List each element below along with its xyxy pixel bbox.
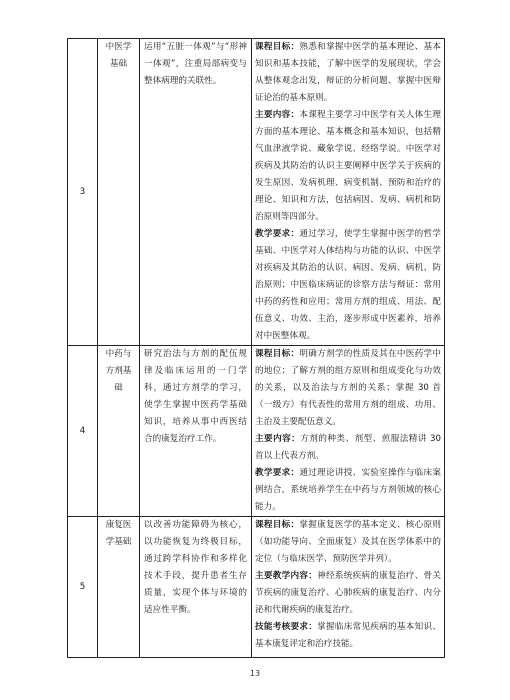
curriculum-table — [67, 38, 445, 658]
course-summary: 研究治法与方剂的配伍规律及临床运用的一门学科，通过方剂学的学习，使学生掌握中医药学基础知识，培养从事中西医结合的康复治疗工作。 — [140, 346, 252, 517]
section-heading: 教学要求： — [255, 229, 300, 239]
course-summary: 运用“五脏一体观”与“形神一体观”，注重局部病变与整体病理的关联性。 — [140, 39, 252, 346]
row-number: 4 — [68, 346, 98, 517]
section-heading: 主要教学内容： — [255, 571, 318, 581]
section-heading: 课程目标： — [255, 520, 300, 530]
course-details — [252, 39, 445, 346]
row-number: 3 — [68, 39, 98, 346]
detail-paragraph — [255, 39, 441, 107]
section-text: 明确方剂学的性质及其在中医药学中的地位；了解方剂的组方原则和组成变化与功效的关系，以及治法与方剂的关系；掌握 30 首（一级方）有代表性的常用方剂的组成、功用、主治及主要配伍意义。 — [255, 349, 441, 427]
section-text: 本课程主要学习中医学有关人体生理方面的基本理论、基本概念和基本知识，包括精气血津液学说、藏象学说、经络学说。中医学对疾病及其防治的认识主要阐释中医学关于疾病的发生原因、发病机理、病变机制、预防和治疗的理论、知识和方法，包括病因、发病、病机和防治原则等四部分。 — [255, 110, 441, 222]
section-text: 方剂的种类、剂型、煎服法精讲 30 首以上代表方剂。 — [255, 434, 441, 461]
row-number: 5 — [68, 517, 98, 658]
section-heading: 主要内容： — [255, 110, 300, 120]
section-text: 熟悉和掌握中医学的基本理论、基本知识和基本技能，了解中医学的发展现状，学会从整体观念出发，辩证的分析问题、掌握中医辩证论治的基本原则。 — [255, 42, 441, 103]
detail-paragraph — [255, 619, 441, 653]
course-name: 中药与方剂基础 — [98, 346, 140, 517]
detail-paragraph — [255, 431, 441, 465]
section-heading: 教学要求： — [255, 468, 300, 478]
detail-paragraph — [255, 517, 441, 568]
section-text: 通过学习，使学生掌握中医学的哲学基础、中医学对人体结构与功能的认识、中医学对疾病及其防治的认识、病因、发病、病机、防治原则；中医临床病证的诊察方法与辩证：常用中药的药性和应用；常用方剂的组成、用法、配伍意义、功效、主治，逐步形成中医素养，培养对中医整体观。 — [255, 229, 441, 341]
course-details — [252, 517, 445, 658]
course-summary: 以改善功能障碍为核心，以功能恢复为终极目标，通过跨学科协作和多样化技术手段，提升患者生存质量，实现个体与环境的适应性平衡。 — [140, 517, 252, 658]
detail-paragraph — [255, 226, 441, 345]
detail-paragraph — [255, 107, 441, 226]
course-name: 康复医学基础 — [98, 517, 140, 658]
detail-paragraph — [255, 465, 441, 516]
page-number: 13 — [249, 669, 261, 678]
section-text: 通过理论讲授、实验室操作与临床案例结合，系统培养学生在中药与方剂领域的核心能力。 — [255, 468, 441, 512]
section-heading: 课程目标： — [255, 349, 300, 359]
detail-paragraph — [255, 346, 441, 431]
section-heading: 技能考核要求： — [255, 622, 318, 632]
section-heading: 主要内容： — [255, 434, 301, 444]
section-text: 掌握康复医学的基本定义、核心原则（如功能导向、全面康复）及其在医学体系中的定位（与临床医学、预防医学并列）。 — [255, 520, 441, 564]
table-row — [68, 346, 445, 517]
section-heading: 课程目标： — [255, 42, 300, 52]
section-text: 掌握临床常见疾病的基本知识、基本康复评定和治疗技能。 — [255, 622, 441, 649]
table-row — [68, 39, 445, 346]
course-name: 中医学基础 — [98, 39, 140, 346]
section-text: 神经系统疾病的康复治疗、骨关节疾病的康复治疗、心肺疾病的康复治疗、内分泌和代谢疾病的康复治疗。 — [255, 571, 441, 615]
detail-paragraph — [255, 568, 441, 619]
table-row — [68, 517, 445, 658]
course-details — [252, 346, 445, 517]
